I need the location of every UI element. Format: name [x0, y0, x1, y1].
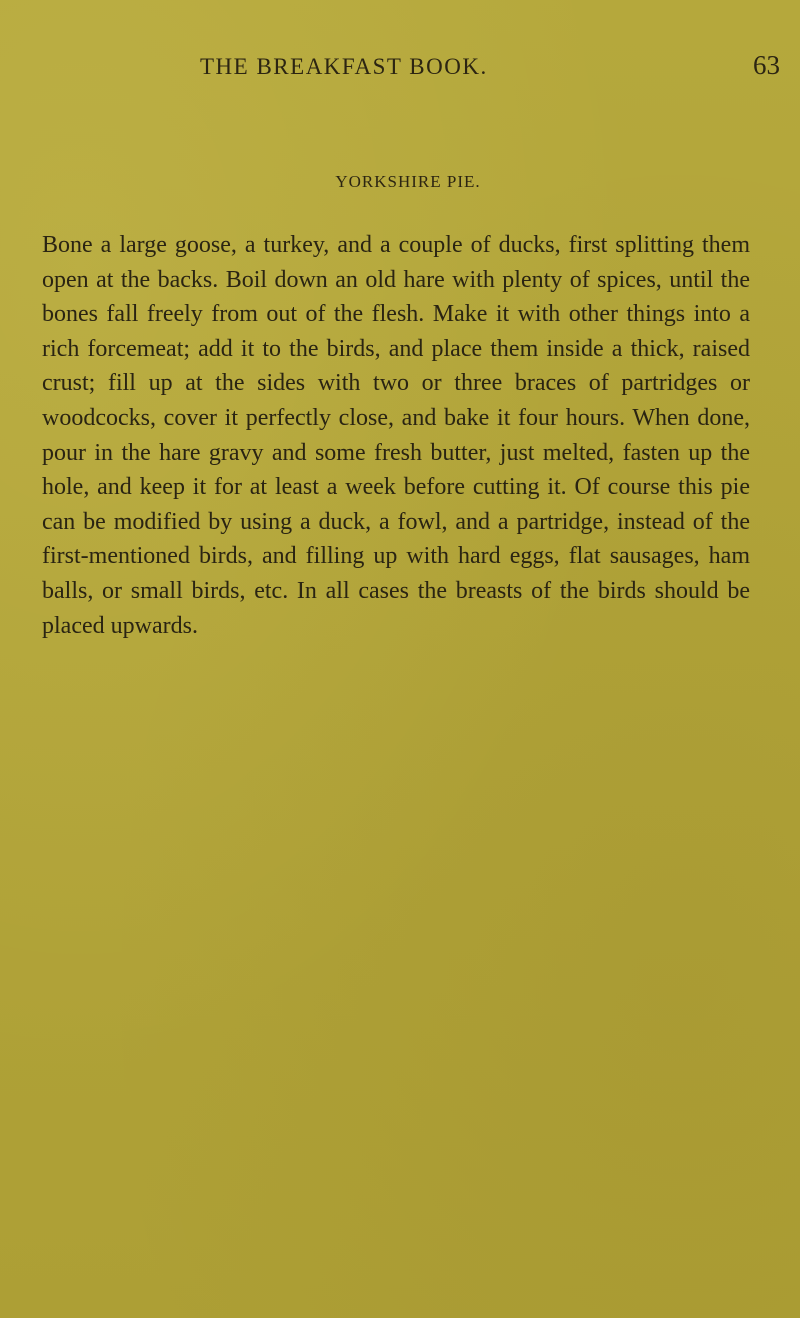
recipe-title: YORKSHIRE PIE. — [335, 172, 481, 191]
page-number: 63 — [753, 50, 780, 80]
running-title: THE BREAKFAST BOOK. — [200, 54, 488, 79]
running-head — [0, 50, 800, 86]
recipe-paragraph: Bone a large goose, a turkey, and a couple of ducks, first splitting them open at the backs. Boil down an old hare with plenty of spices, until the bones fall freely from out of the flesh. Make it with other things into a rich forcemeat; add it to the birds, and place them inside a thick, raised crust; fill up at the sides with two or three braces of partridges or woodcocks, cover it perfectly close, and bake it four hours. When done, pour in the hare gravy and some fresh butter, just melted, fasten up the hole, and keep it for at least a week before cutting it. Of course this pie can be modified by using a duck, a fowl, and a partridge, instead of the first-mentioned birds, and filling up with hard eggs, flat sausages, ham balls, or small birds, etc. In all cases the breasts of the birds should be placed upwards. — [42, 232, 750, 639]
